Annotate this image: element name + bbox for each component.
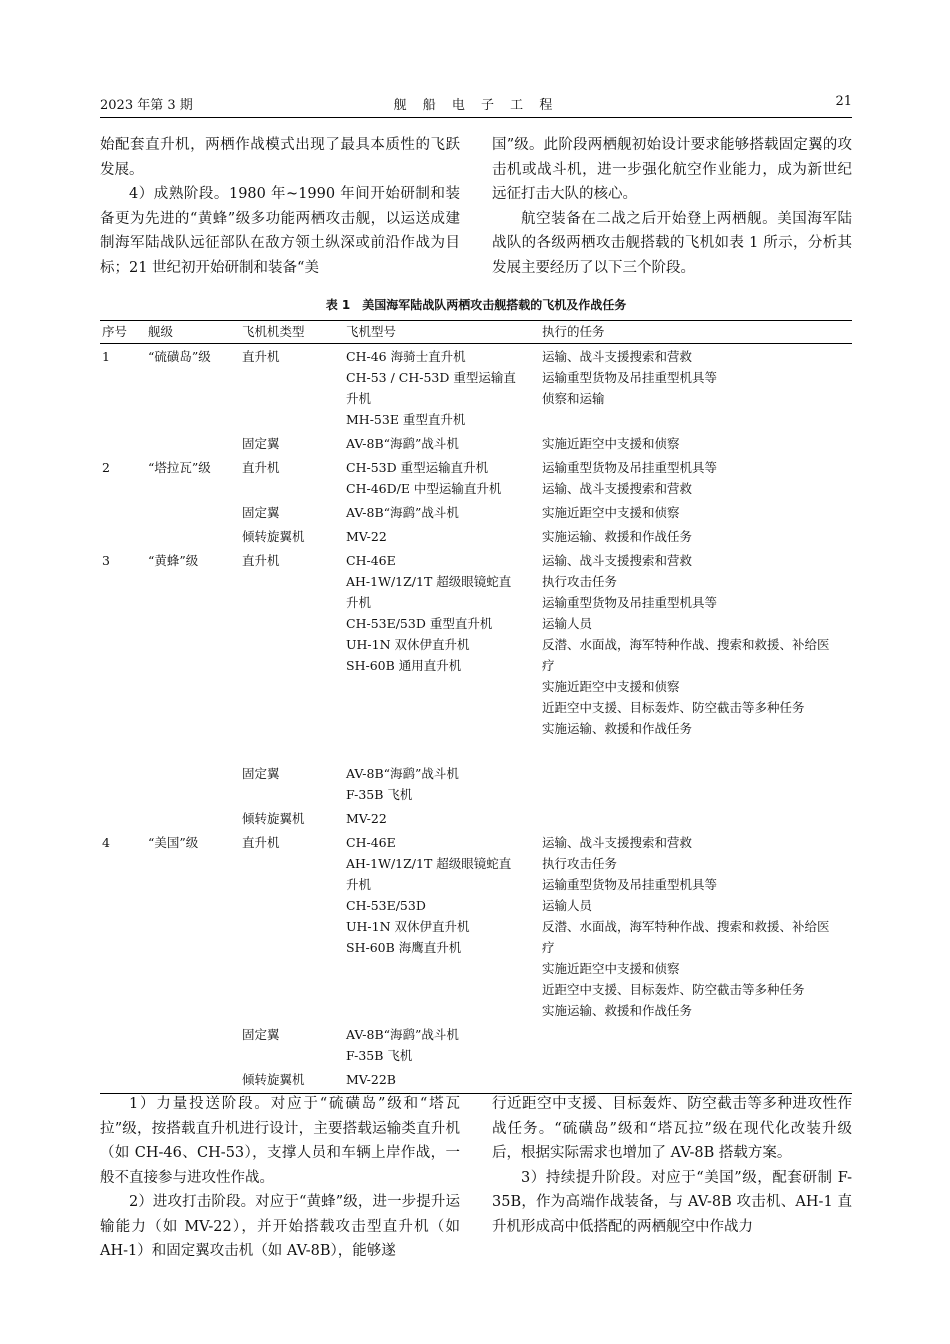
cell-model [346,1024,542,1066]
cell-line: F-35B 飞机 [346,787,413,802]
cell-task [542,808,852,829]
cell-line: CH-53E/53D [346,898,426,913]
cell-task [542,1024,852,1066]
paragraph: 航空装备在二战之后开始登上两栖舰。美国海军陆战队的各级两栖攻击舰搭载的飞机如表 1 所示，分析其发展主要经历了以下三个阶段。 [492,210,852,276]
cell-type: 倾转旋翼机 [242,529,305,544]
cell-line: 疗 [542,658,555,673]
cell-line: 升机 [346,595,372,610]
cell-ship [148,763,242,805]
cell-line: AV-8B“海鹞”战斗机 [346,766,459,781]
cell-no [100,502,148,523]
cell-task [542,433,852,454]
cell-line: 升机 [346,391,372,406]
cell-line [346,676,542,697]
cell-line: 实施近距空中支援和侦察 [542,505,680,520]
cell-type: 固定翼 [242,505,280,520]
table-row [100,763,852,805]
paragraph: 3）持续提升阶段。对应于“美国”级，配套研制 F-35B，作为高端作战装备，与 AV-8B 攻击机、AH-1 直升机形成高中低搭配的两栖舰空中作战力 [492,1169,852,1235]
cell-line [542,409,852,430]
cell-model [346,763,542,805]
cell-line [542,808,852,829]
table-row [100,433,852,454]
cell-line: MV-22 [346,529,387,544]
cell-model [346,433,542,454]
cell-line: 疗 [542,940,555,955]
table-row [100,808,852,829]
cell-type: 固定翼 [242,766,280,781]
table-row [100,346,852,430]
cell-ship: “硫磺岛”级 [148,349,211,364]
cell-type: 直升机 [242,835,280,850]
cell-line: UH-1N 双休伊直升机 [346,637,470,652]
cell-ship [148,1024,242,1066]
table-row [100,550,852,760]
cell-no: 1 [102,349,110,364]
cell-line: CH-46 海骑士直升机 [346,349,466,364]
cell-line: AV-8B“海鹞”战斗机 [346,505,459,520]
cell-line: CH-53 / CH-53D 重型运输直 [346,370,516,385]
cell-no [100,1069,148,1090]
cell-line: 执行攻击任务 [542,856,618,871]
cell-line [346,1000,542,1021]
cell-model [346,457,542,499]
cell-line: CH-53D 重型运输直升机 [346,460,489,475]
cell-no [100,763,148,805]
cell-no: 4 [102,835,110,850]
cell-model [346,526,542,547]
cell-type: 直升机 [242,460,280,475]
running-header [100,94,852,116]
cell-line [542,1045,852,1066]
cell-line: 运输、战斗支援搜索和营救 [542,349,693,364]
cell-no [100,808,148,829]
cell-no [100,526,148,547]
cell-model [346,832,542,1021]
cell-line: SH-60B 海鹰直升机 [346,940,462,955]
text-column-bottom-right [492,1092,852,1239]
paragraph: 行近距空中支援、目标轰炸、防空截击等多种进攻性作战任务。“硫磺岛”级和“塔瓦拉”级在现代化改装升级后，根据实际需求也增加了 AV-8B 搭载方案。 [492,1096,852,1161]
cell-task [542,346,852,430]
text-column-top-right [492,133,852,280]
cell-line: 运输人员 [542,616,593,631]
cell-ship [148,433,242,454]
cell-ship [148,1069,242,1090]
cell-model [346,1069,542,1090]
table-row [100,832,852,1021]
cell-task [542,832,852,1021]
cell-line [542,784,852,805]
cell-line [346,739,542,760]
cell-task [542,1069,852,1090]
cell-model [346,808,542,829]
cell-line: 实施运输、救援和作战任务 [542,529,693,544]
header-cell-model: 飞机型号 [346,324,397,339]
cell-type: 倾转旋翼机 [242,811,305,826]
paragraph: 始配套直升机，两栖作战模式出现了最具本质性的飞跃发展。 [100,137,460,178]
cell-line: 近距空中支援、目标轰炸、防空截击等多种任务 [542,982,805,997]
cell-line: 实施近距空中支援和侦察 [542,679,680,694]
cell-no: 3 [102,553,110,568]
cell-model [346,502,542,523]
paragraph: 国”级。此阶段两栖舰初始设计要求能够搭载固定翼的攻击机或战斗机，进一步强化航空作业能力，成为新世纪远征打击大队的核心。 [492,137,852,202]
cell-ship: “塔拉瓦”级 [148,460,211,475]
cell-line [542,1024,852,1045]
header-rule [100,117,852,118]
cell-line: 运输人员 [542,898,593,913]
cell-line: AV-8B“海鹞”战斗机 [346,436,459,451]
header-cell-no: 序号 [102,324,128,339]
cell-ship [148,808,242,829]
table-caption: 表 1 美国海军陆战队两栖攻击舰搭载的飞机及作战任务 [325,298,627,312]
table-header-row [100,321,852,343]
cell-line: SH-60B 通用直升机 [346,658,462,673]
cell-line: 执行攻击任务 [542,574,618,589]
cell-no: 2 [102,460,110,475]
header-cell-type: 飞机机类型 [242,324,305,339]
cell-line: 侦察和运输 [542,391,605,406]
table-row [100,457,852,499]
paragraph: 2）进攻打击阶段。对应于“黄蜂”级，进一步提升运输能力（如 MV-22），并开始搭载攻击型直升机（如 AH-1）和固定翼攻击机（如 AV-8B），能够遂 [100,1194,460,1259]
table-body [100,344,852,1090]
cell-task [542,502,852,523]
cell-line: AH-1W/1Z/1T 超级眼镜蛇直 [346,856,512,871]
cell-ship: “美国”级 [148,835,199,850]
page-number: 21 [835,94,852,109]
table-row [100,1024,852,1066]
cell-ship: “黄蜂”级 [148,553,199,568]
cell-line: 实施近距空中支援和侦察 [542,961,680,976]
cell-no [100,433,148,454]
aircraft-table [100,320,852,1094]
cell-ship [148,526,242,547]
cell-model [346,346,542,430]
header-cell-task: 执行的任务 [542,324,605,339]
cell-line: AV-8B“海鹞”战斗机 [346,1027,459,1042]
cell-line: 运输、战斗支援搜索和营救 [542,835,693,850]
journal-title: 舰 船 电 子 工 程 [393,98,559,113]
cell-type: 固定翼 [242,1027,280,1042]
cell-type: 固定翼 [242,436,280,451]
table-row [100,1069,852,1090]
cell-line: 实施运输、救援和作战任务 [542,1003,693,1018]
cell-type: 直升机 [242,553,280,568]
cell-line [542,1069,852,1090]
paragraph: 4）成熟阶段。1980 年~1990 年间开始研制和装备更为先进的“黄蜂”级多功能两栖攻击舰，以运送成建制海军陆战队远征部队在敌方领土纵深或前沿作战为目标；21 世纪初开始研制和装备“美 [100,186,460,276]
cell-line: 实施运输、救援和作战任务 [542,721,693,736]
cell-line: CH-46E [346,553,396,568]
cell-no [100,1024,148,1066]
cell-line [346,697,542,718]
cell-line: CH-53E/53D 重型直升机 [346,616,493,631]
cell-line [346,958,542,979]
cell-line: 升机 [346,877,372,892]
text-column-bottom-left [100,1092,460,1264]
cell-line [346,979,542,1000]
cell-line: CH-46E [346,835,396,850]
cell-line [542,763,852,784]
cell-model [346,550,542,760]
cell-line: 运输重型货物及吊挂重型机具等 [542,460,718,475]
cell-task [542,550,852,760]
cell-line: MV-22 [346,811,387,826]
cell-line: CH-46D/E 中型运输直升机 [346,481,502,496]
cell-task [542,763,852,805]
cell-line: 实施近距空中支援和侦察 [542,436,680,451]
cell-line: 近距空中支援、目标轰炸、防空截击等多种任务 [542,700,805,715]
table-row [100,502,852,523]
paragraph: 1）力量投送阶段。对应于“硫磺岛”级和“塔瓦拉”级，按搭载直升机进行设计，主要搭载运输类直升机（如 CH-46、CH-53），支撑人员和车辆上岸作战，一般不直接参与进攻性作战。 [100,1096,460,1186]
cell-line: UH-1N 双休伊直升机 [346,919,470,934]
cell-line: 运输、战斗支援搜索和营救 [542,553,693,568]
cell-type: 直升机 [242,349,280,364]
issue-label: 2023 年第 3 期 [100,98,193,113]
header-cell-ship: 舰级 [148,324,174,339]
cell-line [346,718,542,739]
cell-line: 运输重型货物及吊挂重型机具等 [542,877,718,892]
cell-line: AH-1W/1Z/1T 超级眼镜蛇直 [346,574,512,589]
cell-line: 运输、战斗支援搜索和营救 [542,481,693,496]
cell-line: 运输重型货物及吊挂重型机具等 [542,370,718,385]
cell-line: MV-22B [346,1072,396,1087]
table-row [100,526,852,547]
cell-task [542,526,852,547]
text-column-top-left [100,133,460,280]
cell-ship [148,502,242,523]
cell-task [542,457,852,499]
cell-line: F-35B 飞机 [346,1048,413,1063]
cell-type: 倾转旋翼机 [242,1072,305,1087]
cell-line: 反潜、水面战，海军特种作战、搜索和救援、补给医 [542,637,830,652]
cell-line: 反潜、水面战，海军特种作战、搜索和救援、补给医 [542,919,830,934]
cell-line: 运输重型货物及吊挂重型机具等 [542,595,718,610]
cell-line: MH-53E 重型直升机 [346,412,466,427]
